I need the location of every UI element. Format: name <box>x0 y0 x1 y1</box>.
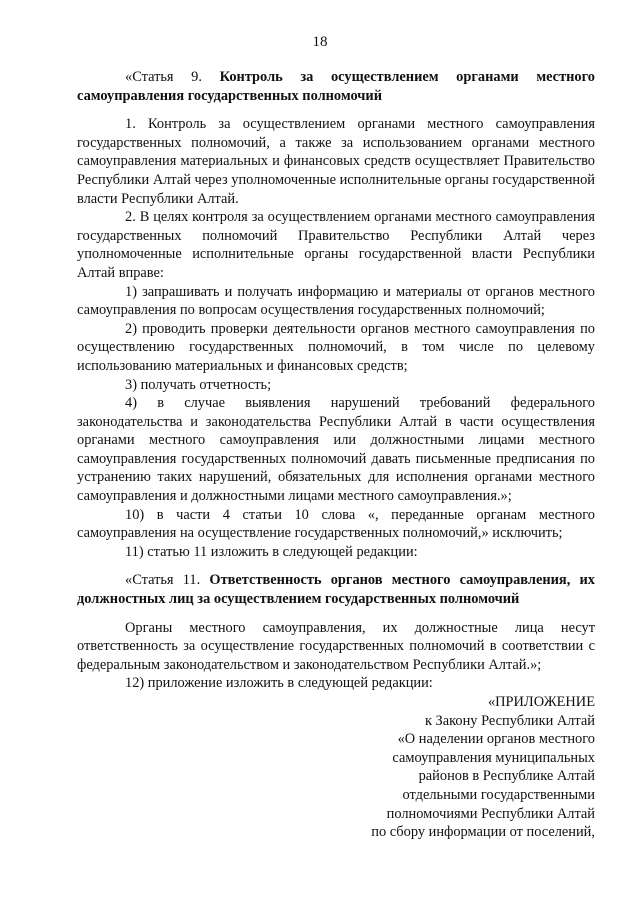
appendix-header <box>77 693 595 842</box>
amendment-10: 10) в части 4 статьи 10 слова «, переданные органам местного самоуправления на осуществление государственных полномочий,» исключить; <box>77 506 595 542</box>
appendix-line: самоуправления муниципальных <box>392 749 595 766</box>
article-9-paragraph-1: 1. Контроль за осуществлением органами местного самоуправления государственных полномочий, а также за использованием органами местного самоуправления материальных и финансовых средств осуществляет Правительство Республики Алтай через уполномоченные исполнительные органы государственной власти Республики Алтай. <box>77 116 595 207</box>
article-9-item-1: 1) запрашивать и получать информацию и материалы от органов местного самоуправления по вопросам осуществления государственных полномочий; <box>77 283 595 319</box>
article-9-item-2: 2) проводить проверки деятельности органов местного самоуправления по осуществлению государственных полномочий, в том числе по целевому использованию материальных и финансовых средств; <box>77 320 595 374</box>
appendix-line: по сбору информации от поселений, <box>371 824 595 841</box>
appendix-line: «О наделении органов местного <box>397 731 595 748</box>
appendix-line: «ПРИЛОЖЕНИЕ <box>487 694 595 710</box>
article-9-item-4: 4) в случае выявления нарушений требований федерального законодательства и законодательства Республики Алтай в части осуществления органами местного самоуправления или должностными лицами местного самоуправления государственных полномочий давать письменные предписания по устранению таких нарушений, обязательных для исполнения органами местного самоуправления и должностными лицами местного самоуправления.»; <box>77 395 595 505</box>
article-11-heading <box>77 571 595 608</box>
article-11-paragraph-1: Органы местного самоуправления, их должностные лица несут ответственность за осуществление государственных полномочий в соответствии с федеральным законодательством и законодательством Республики Алтай.»; <box>77 619 595 673</box>
article-9-heading <box>77 68 595 105</box>
appendix-line: районов в Республике Алтай <box>418 768 595 785</box>
page-number: 18 <box>312 34 328 50</box>
amendment-11: 11) статью 11 изложить в следующей редакции: <box>125 543 418 560</box>
article-9-item-3: 3) получать отчетность; <box>125 376 272 393</box>
appendix-line: отдельными государственными <box>402 786 595 803</box>
article-11-title: Ответственность органов местного самоуправления, их должностных лиц за осуществлением государственных полномочий <box>77 572 595 608</box>
article-9-title: Контроль за осуществлением органами местного самоуправления государственных полномочий <box>77 69 595 104</box>
appendix-line: полномочиями Республики Алтай <box>386 805 595 822</box>
article-9-prefix: «Статья 9. <box>125 69 220 85</box>
appendix-line: к Закону Республики Алтай <box>424 712 595 729</box>
document-body <box>77 68 595 842</box>
article-9-paragraph-2: 2. В целях контроля за осуществлением органами местного самоуправления государственных полномочий Правительство Республики Алтай через уполномоченные исполнительные органы государственной власти Республики Алтай вправе: <box>77 209 595 281</box>
article-11-prefix: «Статья 11. <box>125 572 210 589</box>
amendment-12: 12) приложение изложить в следующей редакции: <box>125 675 433 692</box>
